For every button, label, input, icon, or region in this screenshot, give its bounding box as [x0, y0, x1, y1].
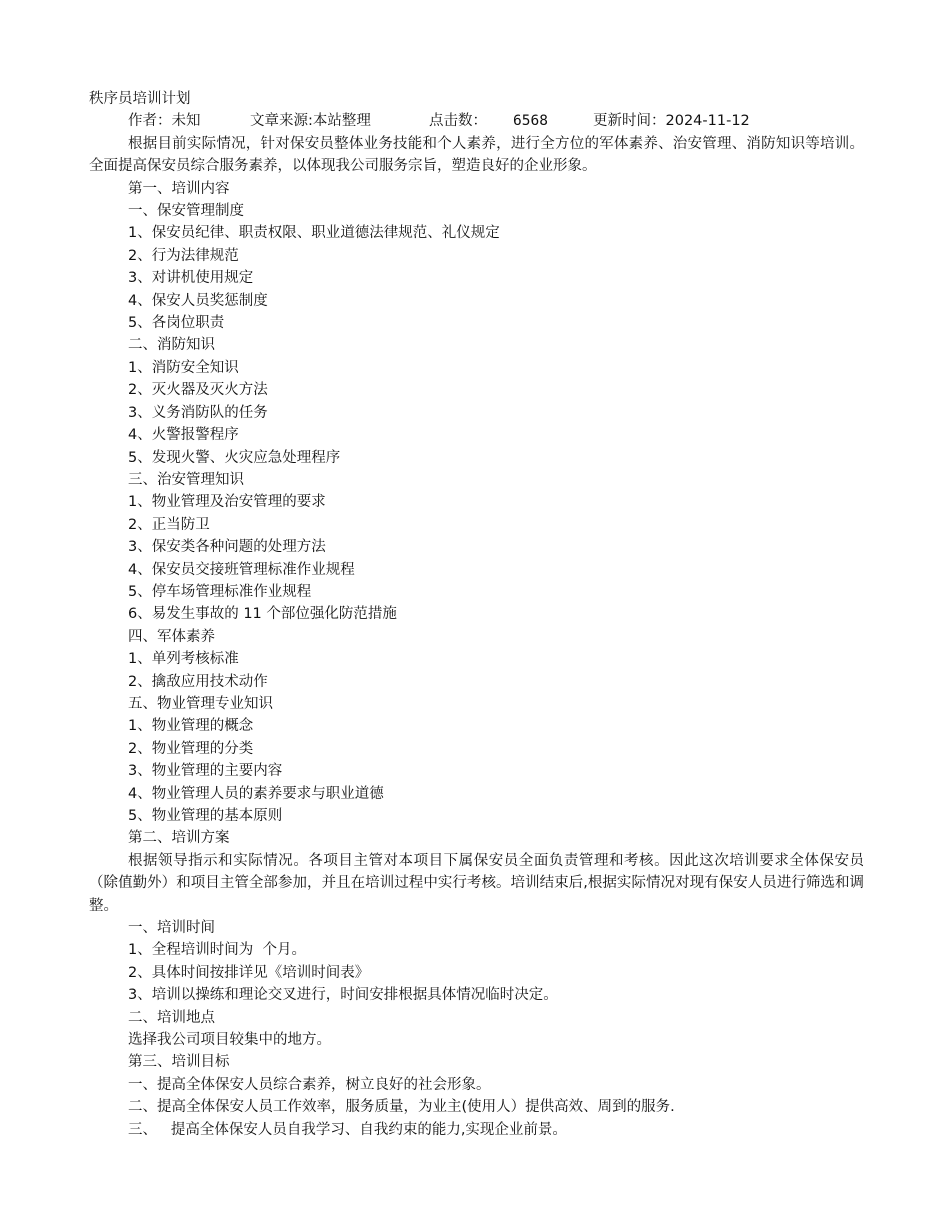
subsection-heading: 四、军体素养 — [128, 628, 215, 645]
subsection-heading: 五、物业管理专业知识 — [128, 695, 273, 712]
meta-clicks-label: 点击数： — [429, 113, 487, 130]
list-item: 2、擒敌应用技术动作 — [128, 673, 268, 690]
meta-author: 作者：未知 — [128, 113, 201, 130]
list-item: 2、行为法律规范 — [128, 247, 239, 264]
list-item: 1、物业管理及治安管理的要求 — [128, 494, 326, 511]
list-item: 1、物业管理的概念 — [128, 718, 254, 735]
meta-clicks-value: 6568 — [513, 113, 548, 130]
list-item: 3、义务消防队的任务 — [128, 404, 268, 421]
list-item: 5、各岗位职责 — [128, 315, 225, 332]
list-item: 二、提高全体保安人员工作效率，服务质量，为业主(使用人）提供高效、周到的服务. — [128, 1099, 675, 1116]
list-item: 1、全程培训时间为 个月。 — [128, 942, 306, 959]
list-item: 4、保安人员奖惩制度 — [128, 292, 268, 309]
list-item: 3、对讲机使用规定 — [128, 270, 254, 287]
subsection-heading: 三、治安管理知识 — [128, 471, 244, 488]
subsection-heading: 一、培训时间 — [128, 920, 215, 937]
list-item: 5、物业管理的基本原则 — [128, 808, 283, 824]
section-heading: 第二、培训方案 — [128, 830, 230, 847]
list-item: 5、停车场管理标准作业规程 — [128, 583, 312, 600]
list-item: 1、单列考核标准 — [128, 651, 239, 668]
list-item: 4、物业管理人员的素养要求与职业道德 — [128, 785, 384, 802]
list-item: 3、培训以操练和理论交叉进行，时间安排根据具体情况临时决定。 — [128, 987, 558, 1004]
list-item: 6、易发生事故的 11 个部位强化防范措施 — [128, 606, 397, 623]
list-item: 3、物业管理的主要内容 — [128, 763, 283, 780]
list-item: 5、发现火警、火灾应急处理程序 — [128, 449, 341, 466]
list-item: 2、灭火器及灭火方法 — [128, 382, 268, 399]
list-item: 3、保安类各种问题的处理方法 — [128, 539, 326, 556]
list-item: 4、火警报警程序 — [128, 427, 239, 444]
meta-updated: 更新时间：2024-11-12 — [593, 113, 750, 130]
list-item: 2、正当防卫 — [128, 516, 210, 533]
list-item: 4、保安员交接班管理标准作业规程 — [128, 561, 355, 578]
list-item: 1、保安员纪律、职责权限、职业道德法律规范、礼仪规定 — [128, 225, 500, 242]
meta-source: 文章来源:本站整理 — [250, 113, 371, 130]
section-heading: 第一、培训内容 — [128, 180, 230, 197]
subsection-heading: 一、保安管理制度 — [128, 203, 244, 220]
plan-paragraph: 根据领导指示和实际情况。各项目主管对本项目下属保安员全面负责管理和考核。因此这次培训要求全体保安员（除值勤外）和项目主管全部参加，并且在培训过程中实行考核。培训结束后,根据实际情况对现有保安人员进行筛选和调整。 — [89, 852, 864, 914]
list-item: 1、消防安全知识 — [128, 359, 239, 376]
document-title: 秩序员培训计划 — [89, 91, 191, 107]
list-item: 一、提高全体保安人员综合素养，树立良好的社会形象。 — [128, 1076, 491, 1093]
subsection-heading: 二、培训地点 — [128, 1009, 215, 1026]
section-heading: 第三、培训目标 — [128, 1054, 230, 1071]
document-body — [89, 88, 864, 1141]
list-item: 三、 提高全体保安人员自我学习、自我约束的能力,实现企业前景。 — [128, 1121, 567, 1138]
list-item: 2、物业管理的分类 — [128, 740, 254, 757]
article-meta — [89, 110, 864, 132]
list-item: 2、具体时间按排详见《培训时间表》 — [128, 964, 370, 981]
intro-paragraph: 根据目前实际情况，针对保安员整体业务技能和个人素养，进行全方位的军体素养、治安管理、消防知识等培训。全面提高保安员综合服务素养，以体现我公司服务宗旨，塑造良好的企业形象。 — [89, 135, 864, 175]
subsection-heading: 二、消防知识 — [128, 337, 215, 354]
place-text: 选择我公司项目较集中的地方。 — [128, 1032, 331, 1049]
